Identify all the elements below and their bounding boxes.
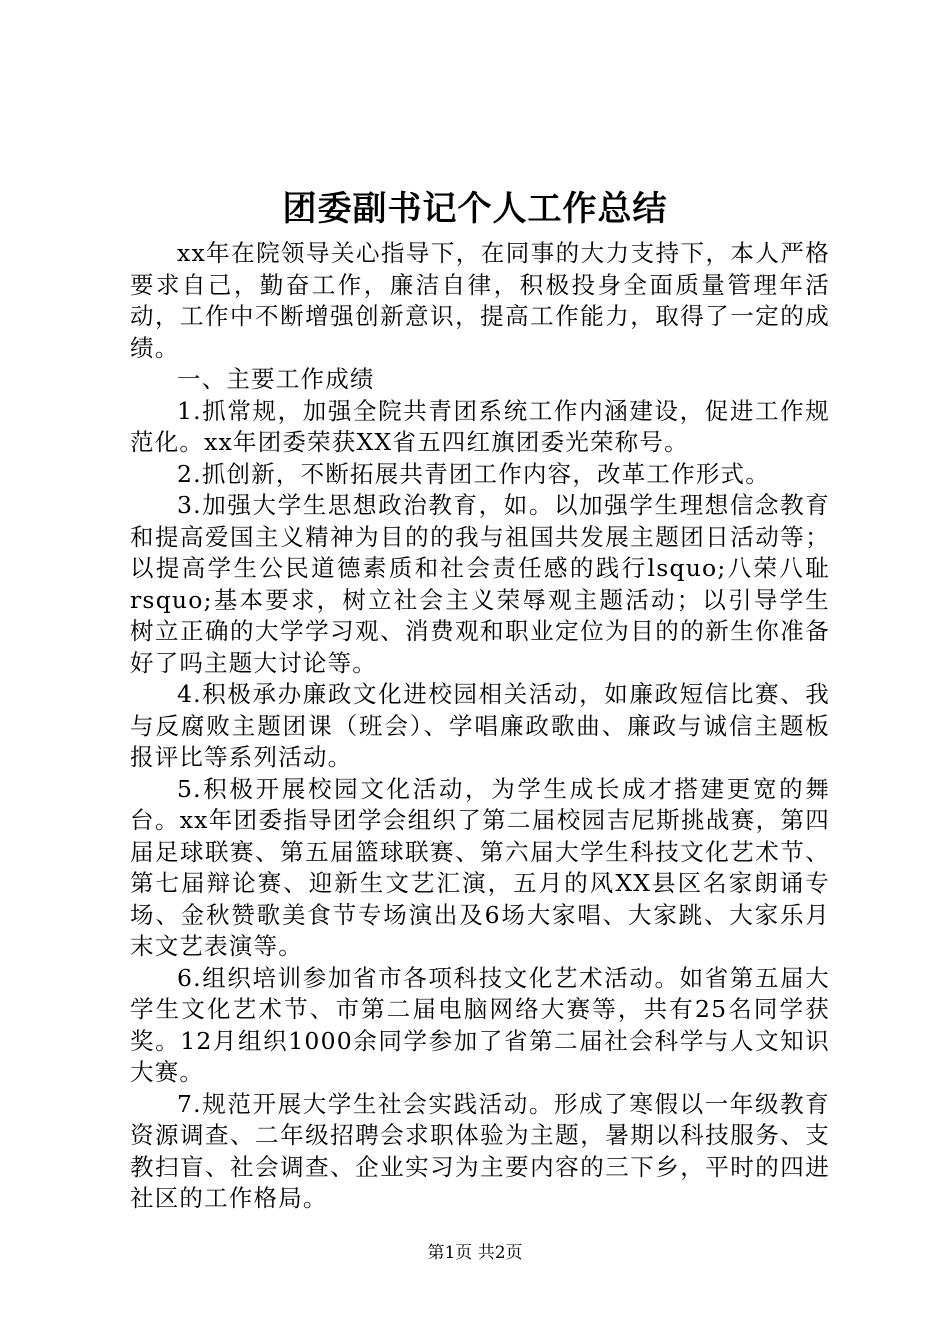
paragraph-intro: xx年在院领导关心指导下，在同事的大力支持下，本人严格要求自己，勤奋工作，廉洁自律，积极投身全面质量管理年活动，工作中不断增强创新意识，提高工作能力，取得了一定的成绩。 [130, 239, 830, 362]
paragraph-item-3: 3.加强大学生思想政治教育，如。以加强学生理想信念教育和提高爱国主义精神为目的的我与祖国共发展主题团日活动等；以提高学生公民道德素质和社会责任感的践行lsquo;八荣八耻rsquo;基本要求，树立社会主义荣辱观主题活动；以引导学生树立正确的大学学习观、消费观和职业定位为目的的新生你准备好了吗主题大讨论等。 [130, 491, 830, 677]
document-body [130, 238, 830, 1215]
paragraph-item-7: 7.规范开展大学生社会实践活动。形成了寒假以一年级教育资源调查、二年级招聘会求职体验为主题，暑期以科技服务、支教扫盲、社会调查、企业实习为主要内容的三下乡，平时的四进社区的工作格局。 [130, 1089, 830, 1212]
paragraph-item-5: 5.积极开展校园文化活动，为学生成长成才搭建更宽的舞台。xx年团委指导团学会组织了第二届校园吉尼斯挑战赛，第四届足球联赛、第五届篮球联赛、第六届大学生科技文化艺术节、第七届辩论赛、迎新生文艺汇演，五月的风XX县区名家朗诵专场、金秋赞歌美食节专场演出及6场大家唱、大家跳、大家乐月末文艺表演等。 [130, 774, 830, 960]
document-title: 团委副书记个人工作总结 [282, 189, 668, 229]
paragraph-item-4: 4.积极承办廉政文化进校园相关活动，如廉政短信比赛、我与反腐败主题团课（班会）、学唱廉政歌曲、廉政与诚信主题板报评比等系列活动。 [130, 680, 830, 771]
paragraph-item-6: 6.组织培训参加省市各项科技文化艺术活动。如省第五届大学生文化艺术节、市第二届电脑网络大赛等，共有25名同学获奖。12月组织1000余同学参加了省第二届社会科学与人文知识大赛。 [130, 963, 830, 1086]
paragraph-item-2: 2.抓创新，不断拓展共青团工作内容，改革工作形式。 [177, 459, 770, 488]
section-heading: 一、主要工作成绩 [177, 365, 375, 393]
paragraph-item-1: 1.抓常规，加强全院共青团系统工作内涵建设，促进工作规范化。xx年团委荣获XX省五四红旗团委光荣称号。 [130, 396, 830, 456]
page-footer: 第1页 共2页 [427, 1243, 523, 1263]
